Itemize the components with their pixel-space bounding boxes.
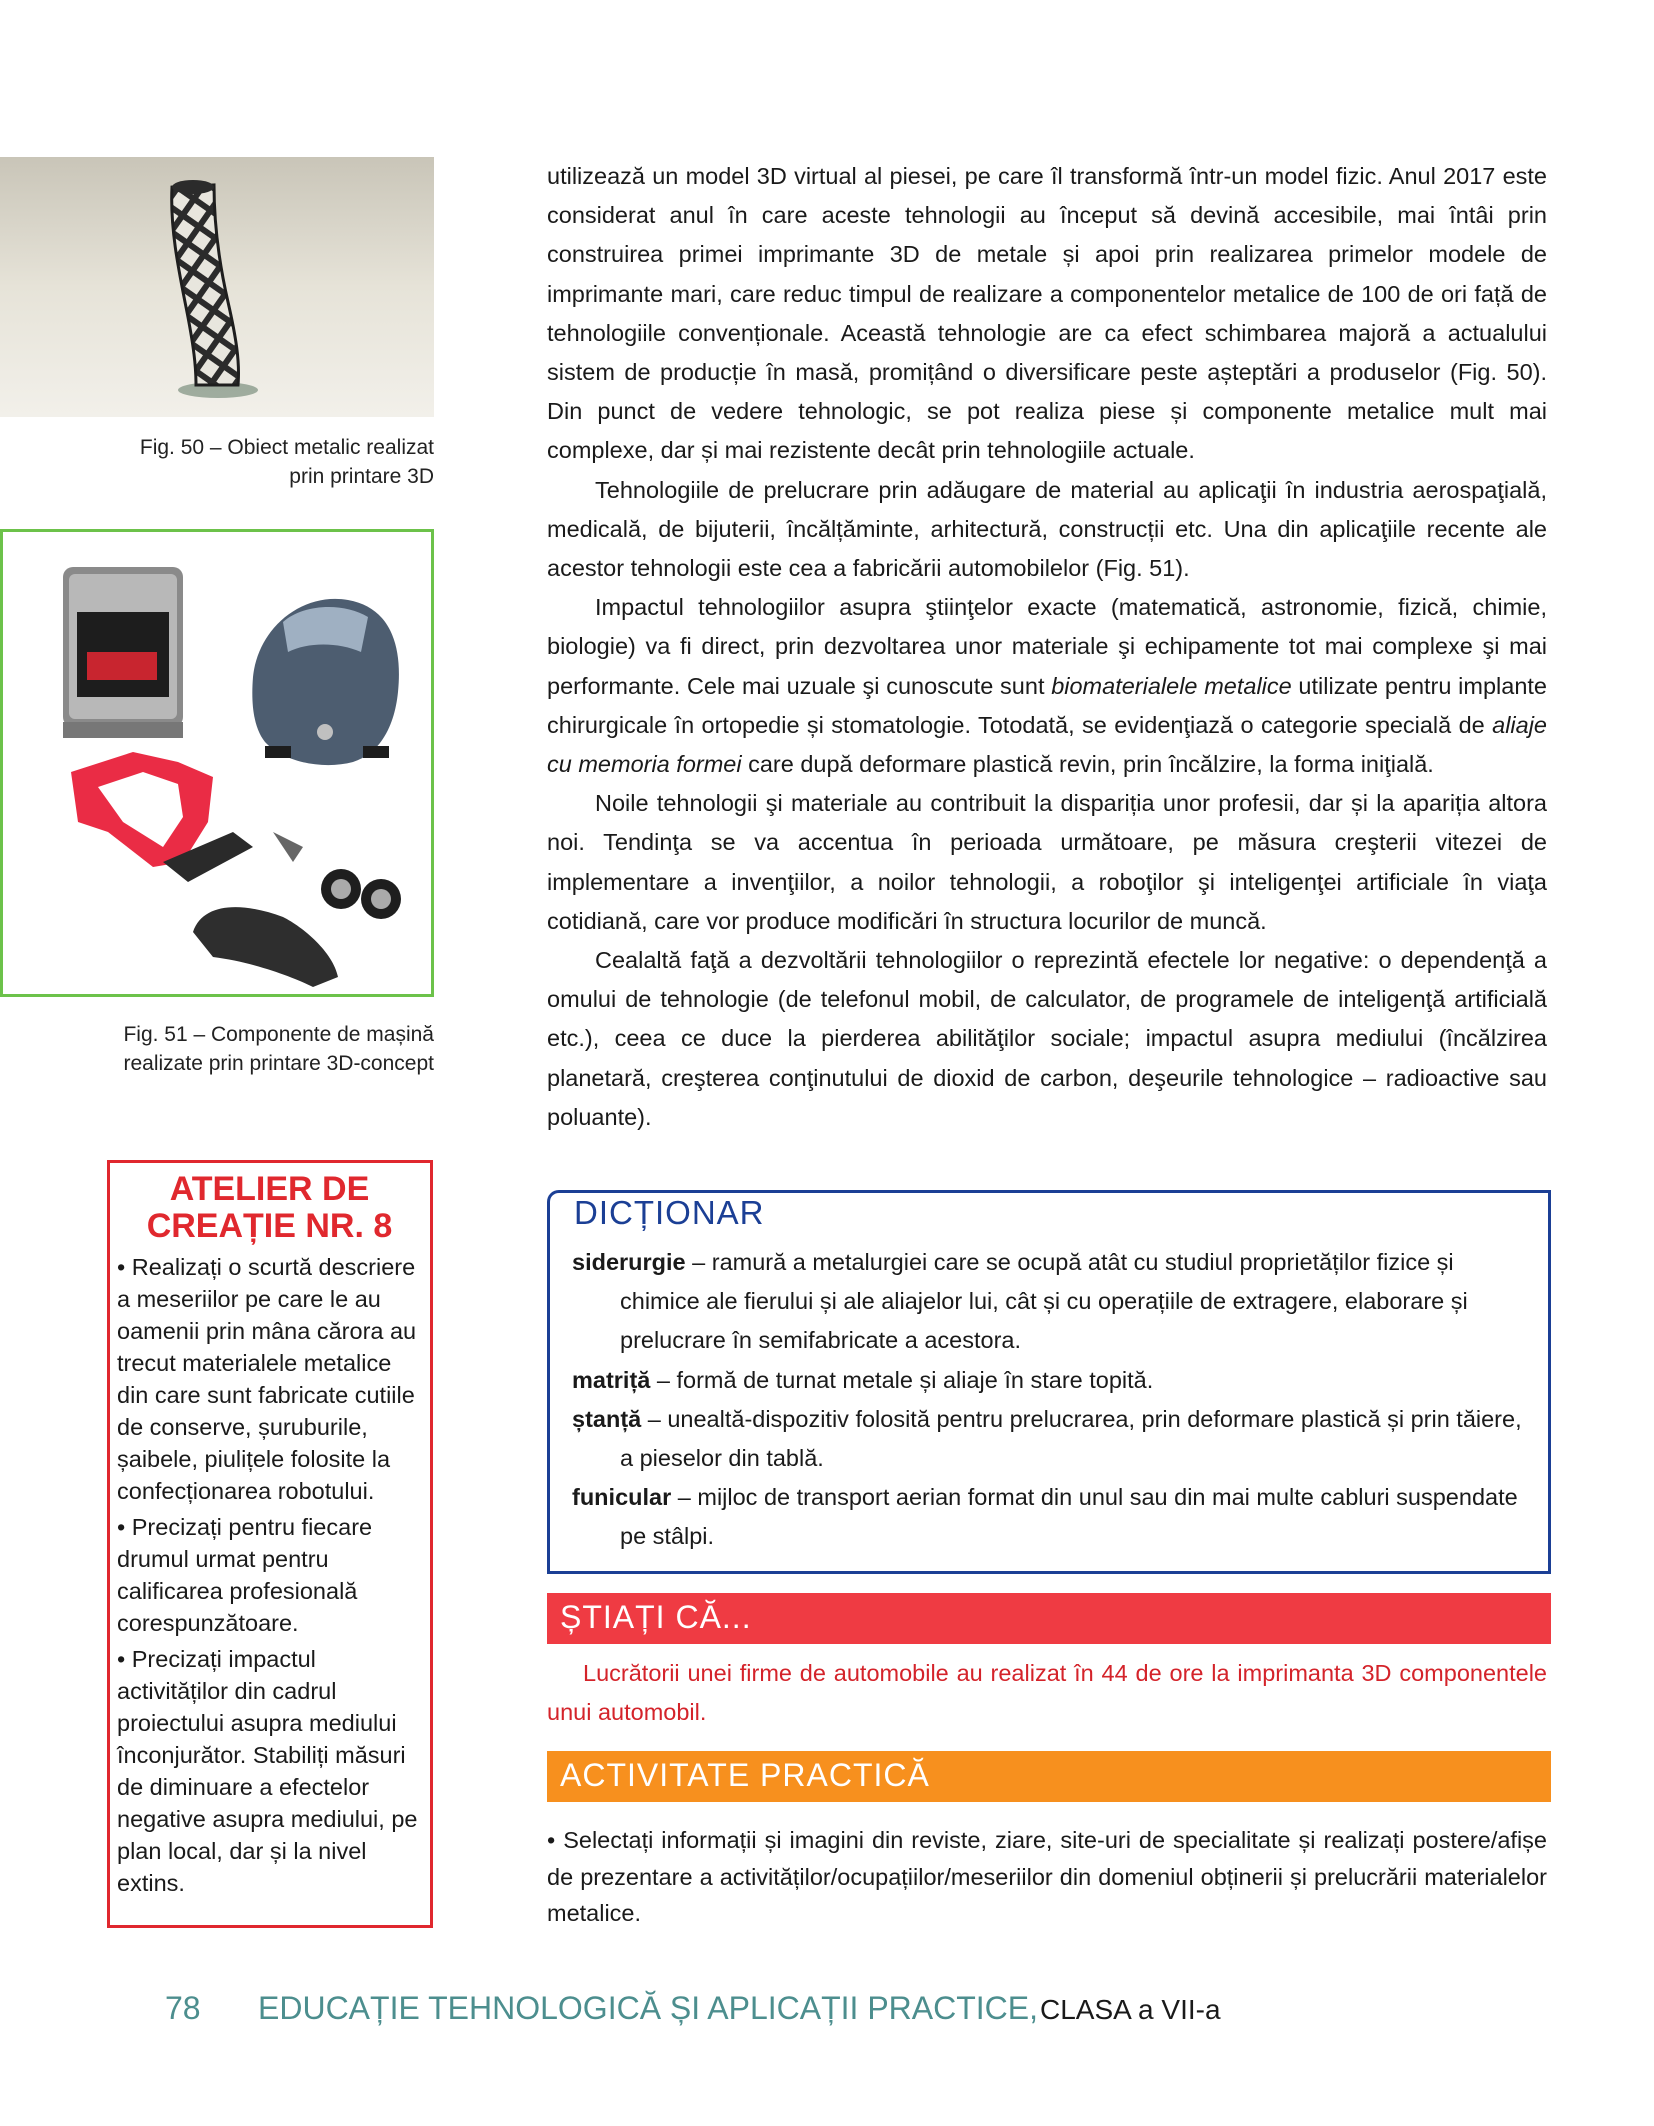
atelier-title [117, 1171, 422, 1245]
dictionary-definition: – ramură a metalurgiei care se ocupă atât cu studiul proprietăților fizice și chimice ale fierului și ale aliajelor lui, cât și cu operațiile de extragere, elaborare și prelucrare în semifabricate a acestora. [620, 1249, 1468, 1354]
dictionary-term: funicular [572, 1484, 672, 1511]
fig50-image [0, 157, 434, 417]
class-label: CLASA a VII-a [1040, 1994, 1221, 2025]
atelier-title-line1: ATELIER DE [169, 1170, 370, 1208]
stiati-title: ȘTIAȚI CĂ... [560, 1599, 752, 1635]
fig50-caption [60, 433, 434, 491]
paragraph: utilizează un model 3D virtual al piesei, pe care îl transformă într-un model fizic. Anul 2017 este considerat anul în care aceste tehnologii au început să devină accesibile, mai întâi prin construirea primei imprimante 3D de metale și apoi prin realizarea primelor modele de imprimante mari, care reduc timpul de realizare a componentelor metalice de 100 de ori față de tehnologiile convenționale. Această tehnologie are ca efect schimbarea majoră a actualului sistem de producție în masă, promițând o diversificare peste așteptări a produselor (Fig. 50). Din punct de vedere tehnologic, se pot realiza piese și componente metalice mult mai complexe, dar și mai rezistente decât prin tehnologiile actuale. [547, 163, 1547, 464]
page-number: 78 [165, 1990, 201, 2026]
paragraph: Noile tehnologii şi materiale au contribuit la dispariția unor profesii, dar și la apariția altora noi. Tendinţa se va accentua în perioada următoare, pe măsura creşterii vitezei de implementare a invenţiilor, a noilor tehnologii, a roboţilor şi inteligenţei artificiale în viaţa cotidiană, care vor produce modificări în structura locurilor de muncă. [547, 790, 1547, 934]
emphasis-term: aliaje cu memoria formei [547, 711, 1547, 778]
dictionary-term: ștanță [572, 1405, 642, 1432]
book-title: EDUCAȚIE TEHNOLOGICĂ ȘI APLICAȚII PRACTICE, [258, 1990, 1039, 2026]
dictionary-border [547, 1215, 550, 1574]
atelier-box [107, 1160, 433, 1928]
dictionary-definition: – mijloc de transport aerian format din unul sau din mai multe cabluri suspendate pe stâlpi. [620, 1484, 1518, 1550]
dictionary-entry [572, 1361, 1532, 1400]
dictionary-entry [572, 1243, 1532, 1361]
fig51-caption [60, 1020, 434, 1078]
dictionary-entry [572, 1400, 1532, 1478]
atelier-item: • Realizați o scurtă descriere a meseriilor pe care le au oamenii prin mâna cărora au trecut materialele metalice din care sunt fabricate cutiile de conserve, șuruburile, șaibele, piulițele folosite la confecționarea robotului. [117, 1254, 417, 1504]
atelier-title-line2: CREAȚIE NR. 8 [146, 1207, 393, 1245]
dictionary-definition: – formă de turnat metale și aliaje în stare topită. [650, 1366, 1154, 1393]
paragraph-text: utilizate pentru implante chirurgicale în ortopedie și stomatologie. Totodată, se evidenţiază o categorie specială de [547, 672, 1547, 738]
fig51-caption-line2: realizate prin printare 3D-concept [123, 1052, 434, 1075]
stiati-text: Lucrătorii unei firme de automobile au realizat în 44 de ore la imprimanta 3D componentele unui automobil. [547, 1660, 1547, 1725]
dictionary-title: DICȚIONAR [574, 1194, 765, 1231]
emphasis-term: biomaterialele metalice [1051, 672, 1292, 699]
paragraph: Tehnologiile de prelucrare prin adăugare de material au aplicaţii în industria aerospaţială, medicală, de bijuterii, încălțăminte, arhitectură, construcții etc. Una din aplicaţiile recente ale acestor tehnologii este cea a fabricării automobilelor (Fig. 51). [547, 476, 1547, 582]
paragraph: Cealaltă faţă a dezvoltării tehnologiilor o reprezintă efectele lor negative: o dependenţă a omului de tehnologie (de telefonul mobil, de calculator, de programele de inteligenţă artificială etc.), ceea ce duce la pierderea abilităţilor sociale; impactul asupra mediului (încălzirea planetară, creşterea conţinutului de dioxid de carbon, deşeurile tehnologice – radioactive sau poluante). [547, 947, 1547, 1130]
dictionary-corner [547, 1190, 573, 1218]
activitate-text: • Selectați informații și imagini din reviste, ziare, site-uri de specialitate și realizați postere/afișe de prezentare a activităților/ocupațiilor/meseriilor din domeniul obținerii și prelucrării materialelor metalice. [547, 1827, 1547, 1926]
main-text [547, 157, 1547, 1137]
paragraph [547, 588, 1547, 784]
paragraph-text: care după deformare plastică revin, prin încălzire, la forma iniţială. [741, 751, 1434, 778]
activitate-title: ACTIVITATE PRACTICĂ [560, 1757, 930, 1793]
fig50-caption-line1: Fig. 50 – Obiect metalic realizat [139, 436, 434, 459]
dictionary-definition: – unealtă-dispozitiv folosită pentru prelucrarea, prin deformare plastică și prin tăiere, a pieselor din tablă. [620, 1405, 1522, 1472]
dictionary-entry [572, 1478, 1532, 1556]
dictionary-body [572, 1243, 1532, 1557]
paragraph-text: Impactul tehnologiilor asupra ştiinţelor exacte (matematică, astronomie, fizică, chimie, biologie) va fi direct, prin dezvoltarea unor materiale şi echipamente tot mai complexe şi mai performante. Cele mai uzuale şi cunoscute sunt [547, 594, 1547, 699]
fig51-image [0, 529, 434, 997]
fig50-caption-line2: prin printare 3D [289, 465, 434, 488]
dictionary-term: matriță [572, 1366, 651, 1393]
dictionary-term: siderurgie [572, 1249, 686, 1275]
atelier-item: • Precizați pentru fiecare drumul urmat pentru calificarea profesională corespunzătoare. [117, 1514, 373, 1636]
fig51-caption-line1: Fig. 51 – Componente de mașină [123, 1023, 434, 1046]
atelier-item: • Precizați impactul activităților din cadrul proiectului asupra mediului înconjurător. Stabiliți măsuri de diminuare a efectelor negative asupra mediului, pe plan local, dar și la nivel extins. [117, 1646, 418, 1896]
dictionary-border [570, 1190, 1551, 1193]
